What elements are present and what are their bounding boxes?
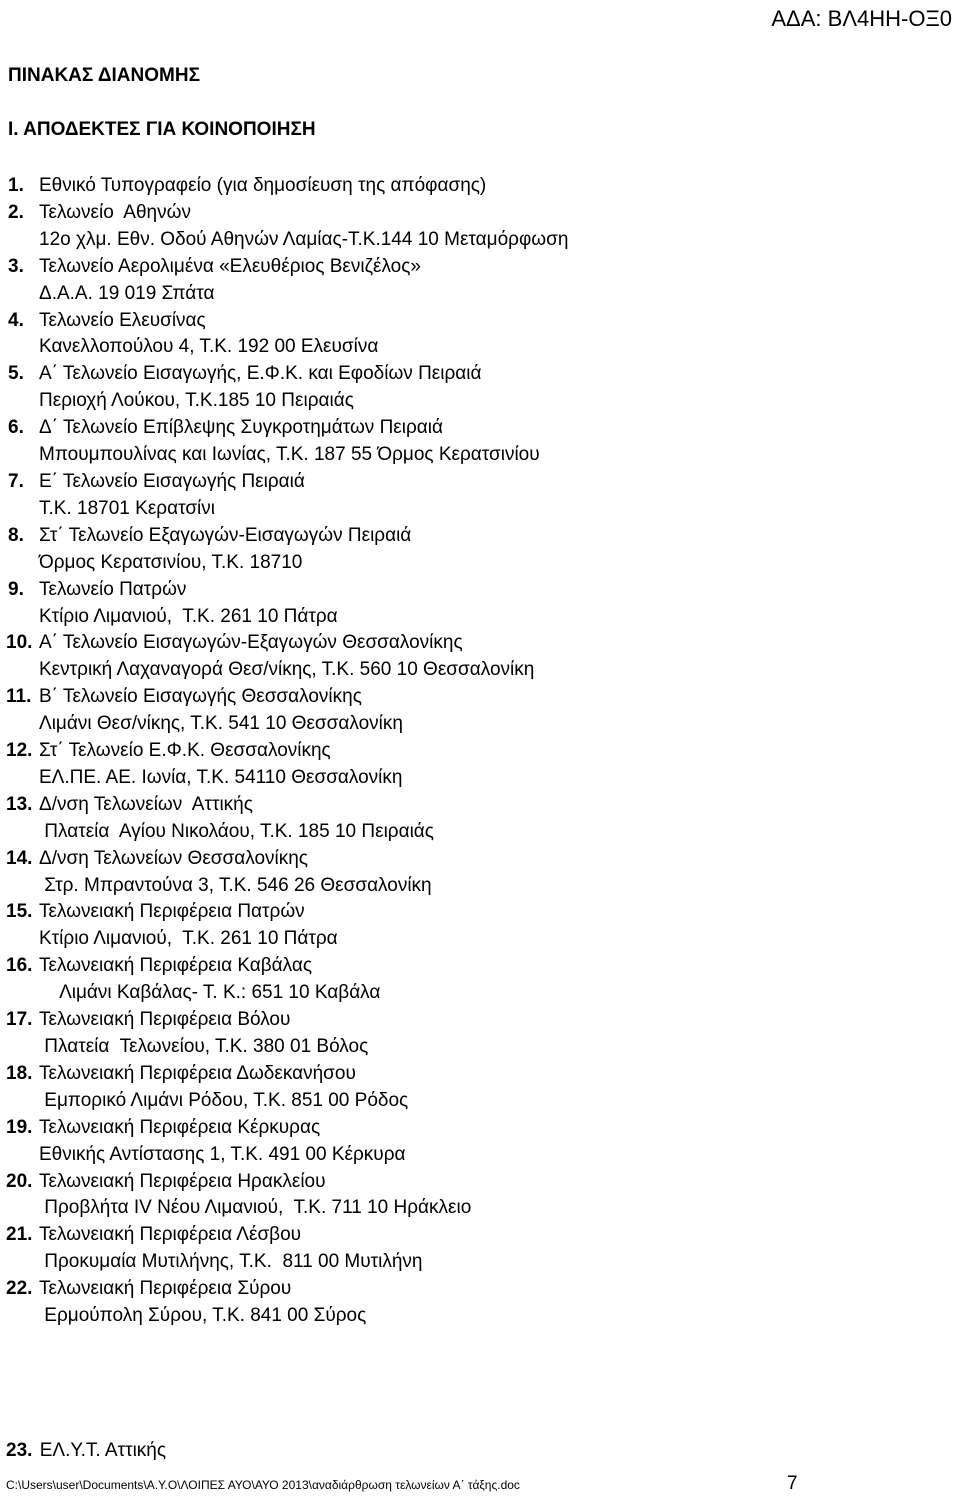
section-heading: Ι. ΑΠΟΔΕΚΤΕΣ ΓΙΑ ΚΟΙΝΟΠΟΙΗΣΗ [8, 119, 316, 140]
item-address: 12ο χλμ. Εθν. Οδού Αθηνών Λαμίας-Τ.Κ.144 10 Μεταμόρφωση [39, 228, 569, 250]
item-number: 13. [6, 793, 33, 815]
item-address: Δ.Α.Α. 19 019 Σπάτα [39, 282, 215, 304]
recipient-item-8 [0, 523, 940, 577]
item-name: Τελωνείο Αερολιμένα «Ελευθέριος Βενιζέλος» [39, 255, 421, 277]
recipient-item-16 [0, 953, 940, 1007]
item-name: Στ΄ Τελωνείο Ε.Φ.Κ. Θεσσαλονίκης [39, 740, 331, 762]
document-title: ΠΙΝΑΚΑΣ ΔΙΑΝΟΜΗΣ [8, 65, 200, 86]
recipient-list [0, 173, 940, 1330]
item-name: Τελωνειακή Περιφέρεια Καβάλας [39, 955, 313, 977]
recipient-item-18 [0, 1061, 940, 1115]
item-number: 14. [6, 847, 33, 869]
item-address: Μπουμπουλίνας και Ιωνίας, Τ.Κ. 187 55 Όρμος Κερατσινίου [39, 444, 540, 466]
item-number: 15. [6, 901, 33, 923]
item-number: 8. [8, 524, 24, 546]
item-number: 4. [8, 309, 24, 331]
recipient-item-19 [0, 1115, 940, 1169]
item-name: Α΄ Τελωνείο Εισαγωγών-Εξαγωγών Θεσσαλονίκης [39, 632, 463, 654]
item-number: 1. [8, 175, 24, 196]
file-path-footer: C:\Users\user\Documents\Α.Υ.Ο\ΛΟΙΠΕΣ ΑΥΟ\ΑΥΟ 2013\αναδιάρθρωση τελωνείων Α΄ τάξης.doc [6, 1478, 520, 1492]
item-address: Στρ. Μπραντούνα 3, Τ.Κ. 546 26 Θεσσαλονίκη [39, 874, 432, 896]
item-address: Κεντρική Λαχαναγορά Θεσ/νίκης, Τ.Κ. 560 10 Θεσσαλονίκη [39, 659, 535, 681]
item-address: Εθνικής Αντίστασης 1, Τ.Κ. 491 00 Κέρκυρα [39, 1143, 406, 1165]
recipient-item-12 [0, 738, 940, 792]
page-number: 7 [787, 1473, 798, 1494]
item-number: 19. [6, 1116, 33, 1138]
item-name: Τελωνείο Ελευσίνας [39, 309, 206, 331]
item-number: 10. [6, 632, 33, 654]
item-address: Όρμος Κερατσινίου, Τ.Κ. 18710 [39, 551, 303, 573]
item-name: Α΄ Τελωνείο Εισαγωγής, Ε.Φ.Κ. και Εφοδίων Πειραιά [39, 363, 482, 385]
recipient-item-13 [0, 792, 940, 846]
item-number: 22. [6, 1278, 33, 1300]
item-address: Προβλήτα IV Νέου Λιμανιού, Τ.Κ. 711 10 Ηράκλειο [39, 1197, 472, 1219]
item-address: Λιμάνι Καβάλας- Τ. Κ.: 651 10 Καβάλα [39, 982, 381, 1004]
item-name: Τελωνειακή Περιφέρεια Κέρκυρας [39, 1116, 321, 1138]
recipient-item-5 [0, 361, 940, 415]
recipient-item-17 [0, 1007, 940, 1061]
item-name: Τελωνειακή Περιφέρεια Σύρου [39, 1278, 292, 1300]
item-name: Ε΄ Τελωνείο Εισαγωγής Πειραιά [39, 470, 305, 492]
item-number: 7. [8, 470, 24, 492]
item-name: Στ΄ Τελωνείο Εξαγωγών-Εισαγωγών Πειραιά [39, 524, 412, 546]
item-name: Τελωνειακή Περιφέρεια Λέσβου [39, 1224, 302, 1246]
item-name: Τελωνείο Αθηνών [39, 201, 191, 223]
item-name: Τελωνείο Πατρών [39, 578, 187, 600]
item-number: 23. [6, 1440, 33, 1461]
item-address: Κτίριο Λιμανιού, Τ.Κ. 261 10 Πάτρα [39, 605, 338, 627]
recipient-item-14 [0, 846, 940, 900]
item-number: 16. [6, 955, 33, 977]
item-number: 9. [8, 578, 24, 600]
item-name: Δ΄ Τελωνείο Επίβλεψης Συγκροτημάτων Πειραιά [39, 417, 443, 439]
recipient-item-10 [0, 630, 940, 684]
recipient-item-15 [0, 899, 940, 953]
item-address: Κανελλοπούλου 4, Τ.Κ. 192 00 Ελευσίνα [39, 336, 379, 358]
item-number: 21. [6, 1224, 33, 1246]
item-address: Προκυμαία Μυτιλήνης, Τ.Κ. 811 00 Μυτιλήνη [39, 1251, 423, 1273]
item-number: 17. [6, 1009, 33, 1031]
recipient-item-1 [0, 173, 940, 200]
item-address: Εμπορικό Λιμάνι Ρόδου, Τ.Κ. 851 00 Ρόδος [39, 1089, 409, 1111]
item-number: 18. [6, 1062, 33, 1084]
recipient-item-11 [0, 684, 940, 738]
recipient-item-20 [0, 1169, 940, 1223]
item-number: 6. [8, 417, 24, 439]
recipient-item-6 [0, 415, 940, 469]
recipient-item-7 [0, 469, 940, 523]
item-number: 11. [6, 686, 32, 708]
item-address: Λιμάνι Θεσ/νίκης, Τ.Κ. 541 10 Θεσσαλονίκη [39, 713, 403, 735]
item-address: Πλατεία Αγίου Νικολάου, Τ.Κ. 185 10 Πειραιάς [39, 820, 434, 842]
recipient-item-2 [0, 200, 940, 254]
item-number: 5. [8, 363, 24, 385]
item-name: Δ/νση Τελωνείων Αττικής [39, 793, 253, 815]
item-name: Τελωνειακή Περιφέρεια Βόλου [39, 1009, 291, 1031]
item-name: Τελωνειακή Περιφέρεια Ηρακλείου [39, 1170, 326, 1192]
item-address: ΕΛ.ΠΕ. ΑΕ. Ιωνία, Τ.Κ. 54110 Θεσσαλονίκη [39, 766, 403, 788]
item-name: Β΄ Τελωνείο Εισαγωγής Θεσσαλονίκης [39, 686, 362, 708]
recipient-item-23 [6, 1438, 166, 1464]
item-number: 20. [6, 1170, 33, 1192]
recipient-item-22 [0, 1276, 940, 1330]
item-number: 2. [8, 201, 24, 223]
recipient-item-4 [0, 308, 940, 362]
recipient-item-3 [0, 254, 940, 308]
item-name: Εθνικό Τυπογραφείο (για δημοσίευση της απόφασης) [39, 175, 487, 196]
item-name: Δ/νση Τελωνείων Θεσσαλονίκης [39, 847, 308, 869]
recipient-item-9 [0, 577, 940, 631]
item-address: Κτίριο Λιμανιού, Τ.Κ. 261 10 Πάτρα [39, 928, 338, 950]
item-address: Τ.Κ. 18701 Κερατσίνι [39, 497, 215, 519]
item-number: 12. [6, 740, 33, 762]
item-number: 3. [8, 255, 24, 277]
item-address: Περιοχή Λούκου, Τ.Κ.185 10 Πειραιάς [39, 390, 354, 412]
recipient-item-21 [0, 1222, 940, 1276]
item-text: ΕΛ.Υ.Τ. Αττικής [39, 1440, 167, 1461]
item-name: Τελωνειακή Περιφέρεια Πατρών [39, 901, 305, 923]
item-name: Τελωνειακή Περιφέρεια Δωδεκανήσου [39, 1062, 356, 1084]
item-address: Ερμούπολη Σύρου, Τ.Κ. 841 00 Σύρος [39, 1305, 367, 1327]
item-address: Πλατεία Τελωνείου, Τ.Κ. 380 01 Βόλος [39, 1036, 369, 1057]
ada-code: ΑΔΑ: ΒΛ4ΗΗ-ΟΞ0 [771, 6, 952, 31]
